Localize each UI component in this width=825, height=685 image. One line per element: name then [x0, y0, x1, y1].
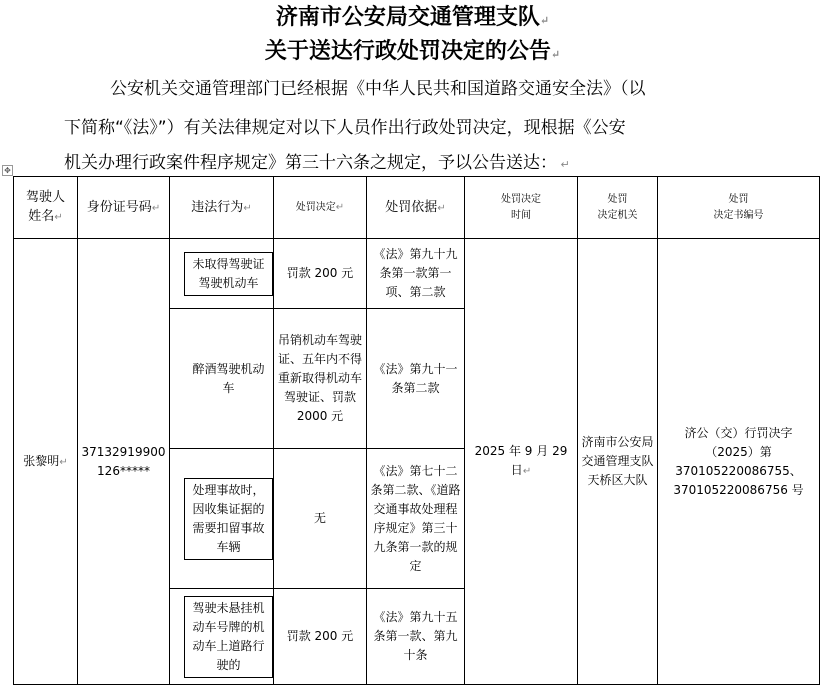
- paragraph-line3: 机关办理行政案件程序规定》第三十六条之规定，予以公告送达： ↵: [64, 153, 570, 173]
- cell-id-number: 37132919900 126*****: [78, 239, 170, 685]
- cell-violation-1: 未取得驾驶证驾驶机动车: [170, 239, 274, 309]
- cell-document-number: 济公（交）行罚决字 （2025）第 370105220086755、 370105220086756 号: [658, 239, 820, 685]
- cell-basis-2: 《法》第九十一条第二款: [367, 309, 465, 449]
- header-violation: 违法行为↵: [170, 177, 274, 239]
- cell-penalty-2: 吊销机动车驾驶证、五年内不得重新取得机动车驾驶证、罚款 2000 元: [274, 309, 367, 449]
- cell-authority: 济南市公安局交通管理支队天桥区大队: [578, 239, 658, 685]
- cell-violation-2: 醉酒驾驶机动车: [170, 309, 274, 449]
- cell-violation-4: 驾驶未悬挂机动车号牌的机动车上道路行驶的: [170, 589, 274, 685]
- header-document-number: 处罚 决定书编号: [658, 177, 820, 239]
- cell-decision-date: 2025 年 9 月 29 日↵: [465, 239, 578, 685]
- header-id-number: 身份证号码↵: [78, 177, 170, 239]
- cell-driver-name: 张黎明↵: [14, 239, 78, 685]
- notice-title-line2: 关于送达行政处罚决定的公告↵: [264, 38, 561, 64]
- table-row: [14, 239, 820, 309]
- paragraph-line1: 公安机关交通管理部门已经根据《中华人民共和国道路交通安全法》（以: [110, 79, 646, 99]
- cell-basis-3: 《法》第七十二条第二款、《道路交通事故处理程序规定》第三十九条第一款的规定: [367, 449, 465, 589]
- header-penalty: 处罚决定↵: [274, 177, 367, 239]
- cell-penalty-1: 罚款 200 元: [274, 239, 367, 309]
- cell-penalty-3: 无: [274, 449, 367, 589]
- cell-violation-3: 处理事故时，因收集证据的需要扣留事故车辆: [170, 449, 274, 589]
- header-authority: 处罚 决定机关: [578, 177, 658, 239]
- header-basis: 处罚依据↵: [367, 177, 465, 239]
- cell-penalty-4: 罚款 200 元: [274, 589, 367, 685]
- cell-basis-1: 《法》第九十九条第一款第一项、第二款: [367, 239, 465, 309]
- cell-basis-4: 《法》第九十五条第一款、第九十条: [367, 589, 465, 685]
- header-decision-time: 处罚决定 时间: [465, 177, 578, 239]
- table-header-row: [14, 177, 820, 239]
- penalty-table: [13, 176, 820, 685]
- paragraph-line2: 下简称“《法》”）有关法律规定对以下人员作出行政处罚决定，现根据《公安: [64, 118, 626, 138]
- notice-title-line1: 济南市公安局交通管理支队↵: [275, 4, 550, 30]
- header-driver-name: 驾驶人 姓名↵: [14, 177, 78, 239]
- table-move-handle-icon[interactable]: ✥: [2, 165, 13, 176]
